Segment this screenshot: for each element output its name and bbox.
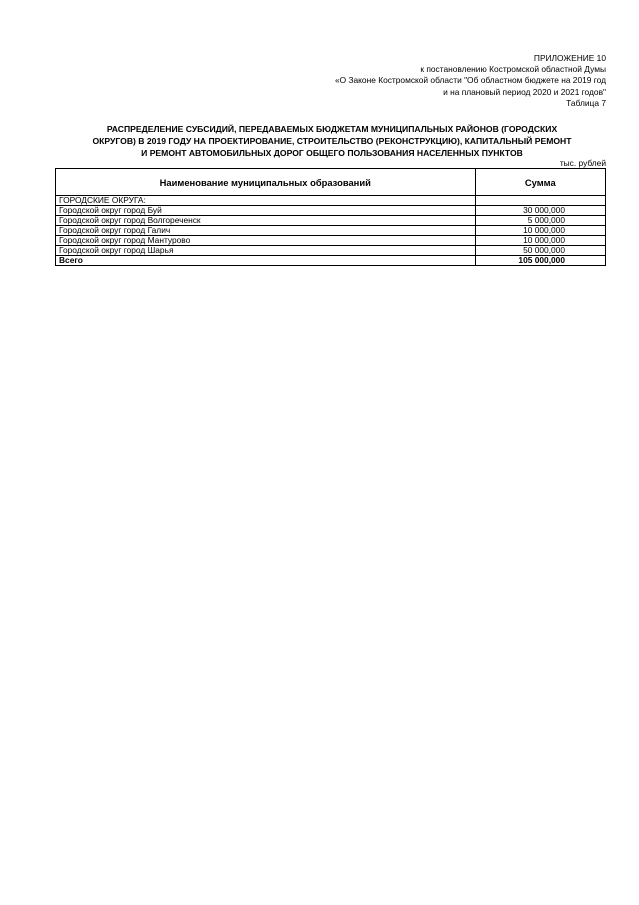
appendix-line-3: и на плановый период 2020 и 2021 годов" — [443, 86, 606, 97]
group-label: ГОРОДСКИЕ ОКРУГА: — [56, 196, 476, 206]
total-sum: 105 000,000 — [475, 256, 605, 266]
title-line-1: РАСПРЕДЕЛЕНИЕ СУБСИДИЙ, ПЕРЕДАВАЕМЫХ БЮДЖЕТАМ МУНИЦИПАЛЬНЫХ РАЙОНОВ (ГОРОДСКИХ — [106, 124, 558, 134]
table-number: Таблица 7 — [566, 97, 606, 108]
header-sum: Сумма — [475, 169, 605, 196]
table-row — [56, 226, 606, 236]
total-row — [56, 256, 606, 266]
document-title — [60, 123, 604, 159]
row-name: Городской округ город Галич — [56, 226, 476, 236]
row-name: Городской округ город Волгореченск — [56, 216, 476, 226]
row-name: Городской округ город Мантурово — [56, 236, 476, 246]
group-sum — [475, 196, 605, 206]
row-sum: 5 000,000 — [475, 216, 605, 226]
appendix-number: ПРИЛОЖЕНИЕ 10 — [533, 53, 606, 63]
header-name: Наименование муниципальных образований — [56, 169, 476, 196]
row-sum: 10 000,000 — [475, 236, 605, 246]
appendix-line-2: «О Законе Костромской области "Об областном бюджете на 2019 год — [334, 75, 606, 86]
group-row — [56, 196, 606, 206]
table-row — [56, 216, 606, 226]
title-line-3: И РЕМОНТ АВТОМОБИЛЬНЫХ ДОРОГ ОБЩЕГО ПОЛЬЗОВАНИЯ НАСЕЛЕННЫХ ПУНКТОВ — [141, 148, 523, 158]
appendix-line-1: к постановлению Костромской областной Думы — [420, 64, 606, 75]
row-sum: 30 000,000 — [475, 206, 605, 216]
row-sum: 50 000,000 — [475, 246, 605, 256]
row-name: Городской округ город Буй — [56, 206, 476, 216]
table-row — [56, 206, 606, 216]
unit-label: тыс. рублей — [559, 158, 606, 168]
table-header-row — [56, 169, 606, 196]
row-name: Городской округ город Шарья — [56, 246, 476, 256]
table-row — [56, 236, 606, 246]
table-row — [56, 246, 606, 256]
distribution-table — [55, 168, 606, 266]
appendix-header — [335, 53, 606, 109]
title-line-2: ОКРУГОВ) В 2019 ГОДУ НА ПРОЕКТИРОВАНИЕ, СТРОИТЕЛЬСТВО (РЕКОНСТРУКЦИЮ), КАПИТАЛЬНЫЙ РЕМОНТ — [92, 136, 572, 146]
row-sum: 10 000,000 — [475, 226, 605, 236]
total-label: Всего — [56, 256, 476, 266]
